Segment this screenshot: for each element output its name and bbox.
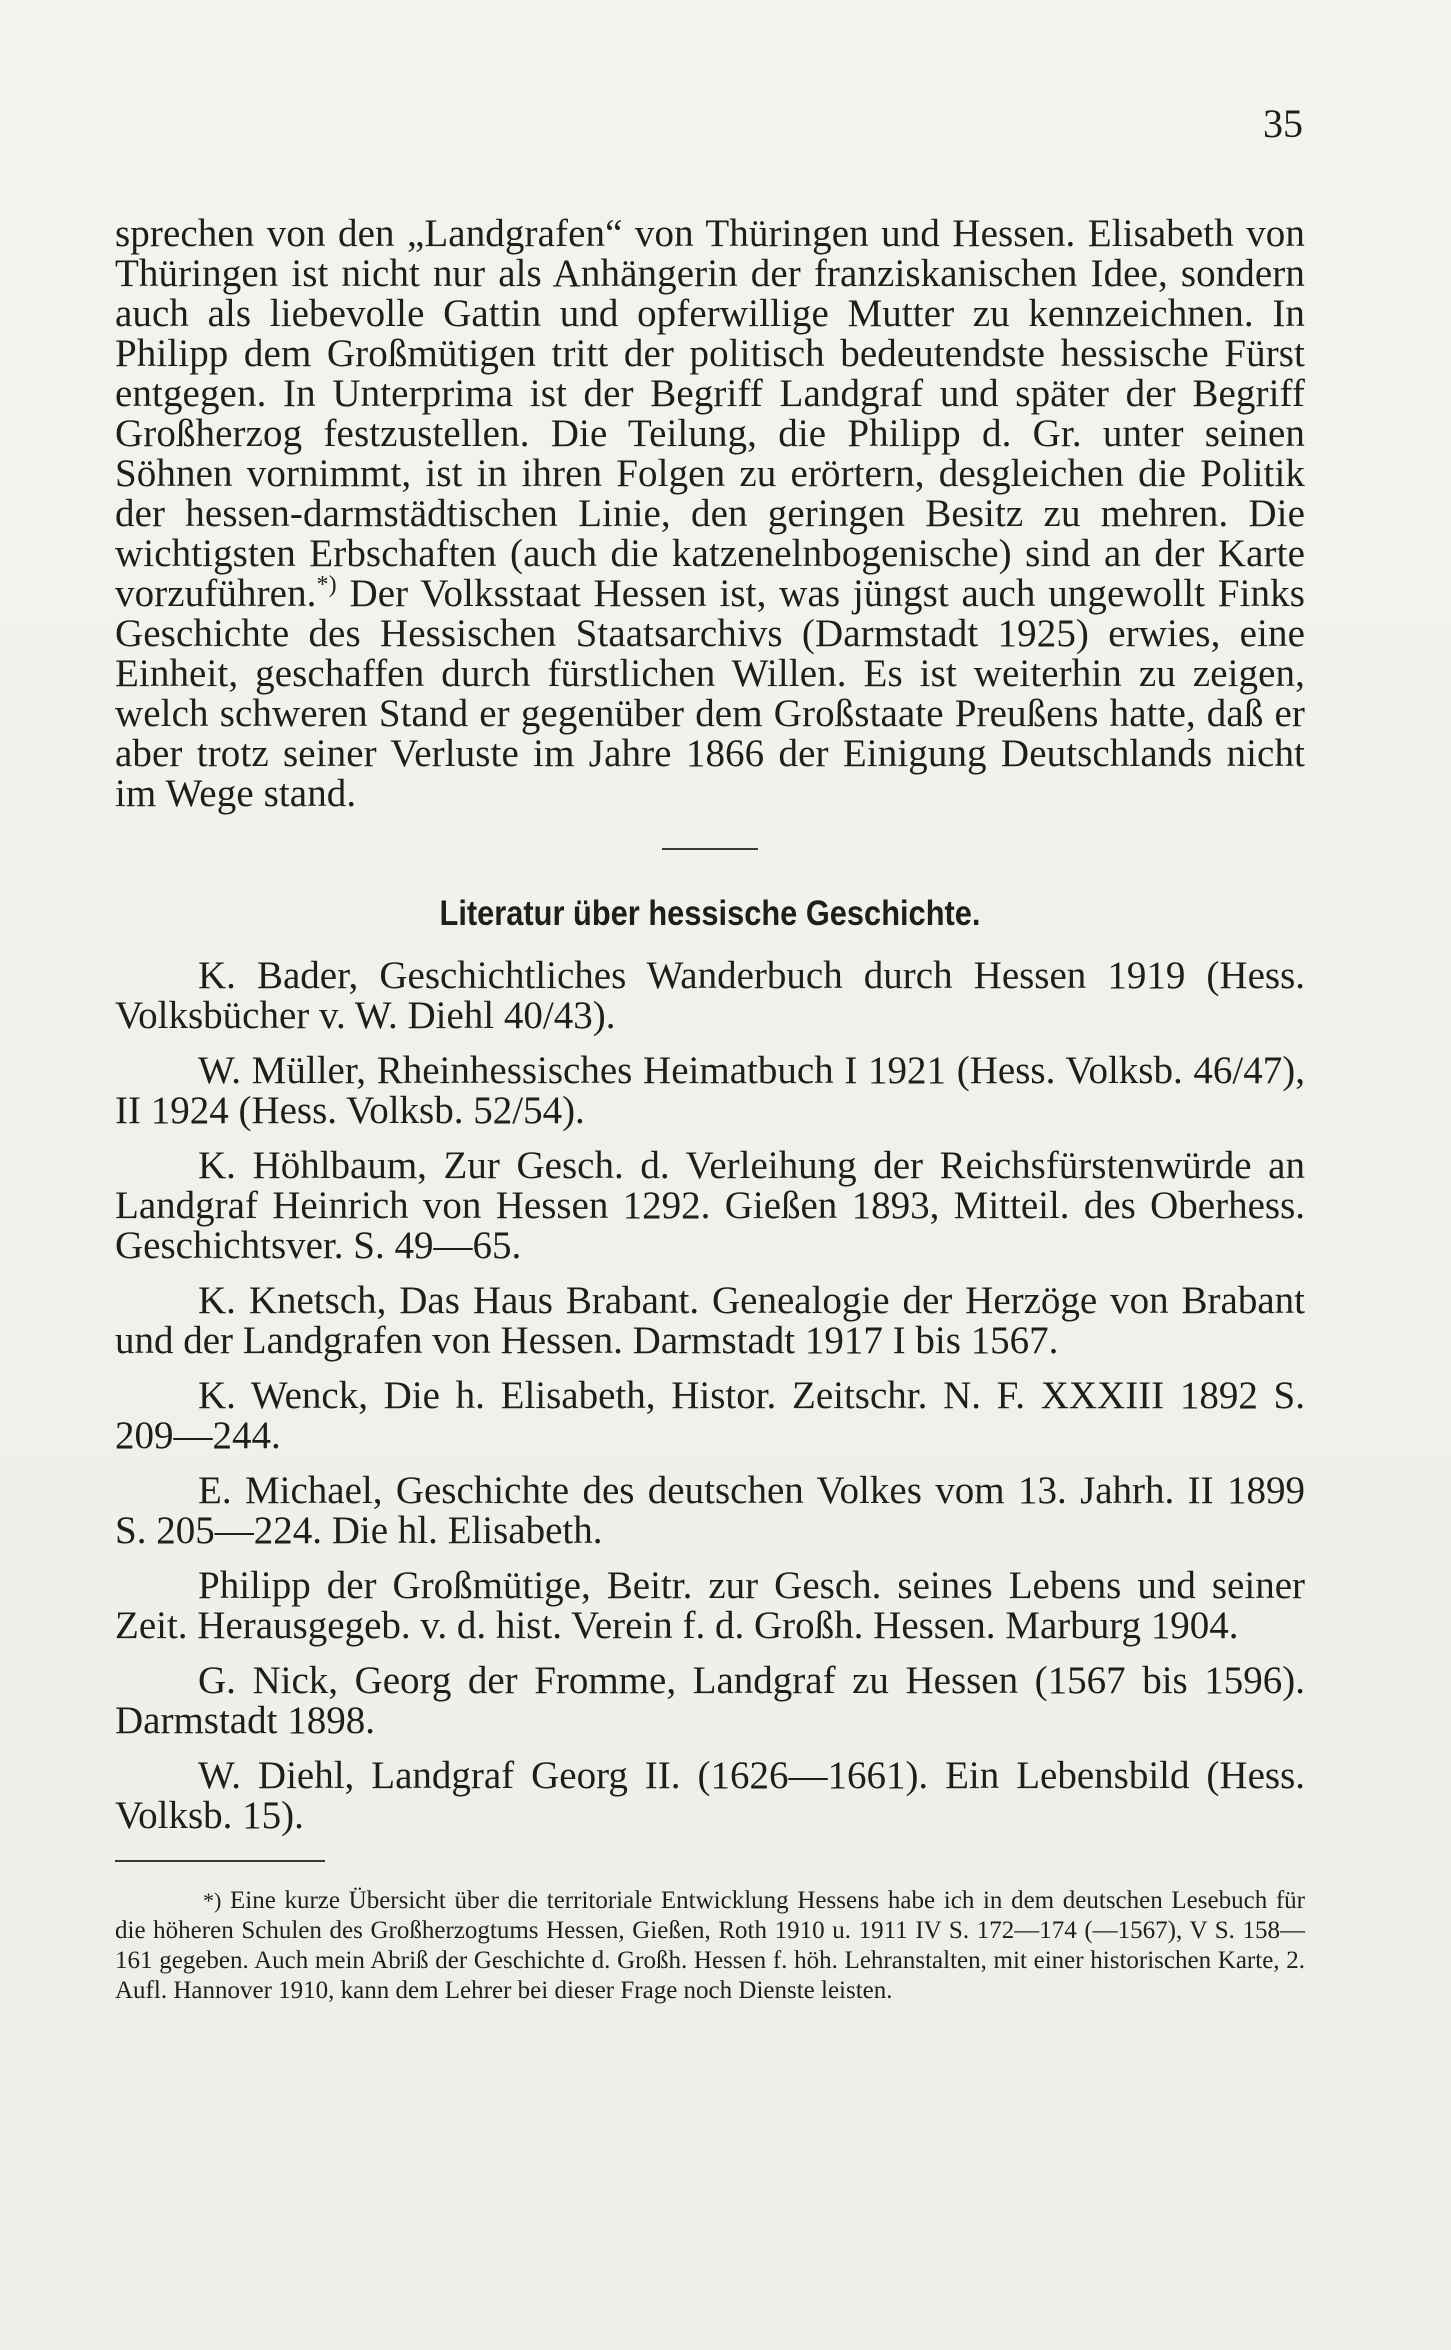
footnote-text: Eine kurze Übersicht über die territoriale Entwicklung Hessens habe ich in dem deutschen Lesebuch für die höheren Schulen des Großherzogtums Hessen, Gießen, Roth 1910 u. 1911 IV S. 172—174 (—1567), V S. 158—161 gegeben. Auch mein Abriß der Geschichte d. Großh. Hessen f. höh. Lehranstalten, mit einer historischen Karte, 2. Aufl. Hannover 1910, kann dem Lehrer bei dieser Frage noch Dienste leisten. xyxy=(115,1887,1305,2004)
body-paragraph xyxy=(115,214,1305,814)
page-content xyxy=(115,214,1305,2006)
body-text-part-1: sprechen von den „Landgrafen“ von Thüringen und Hessen. Elisabeth von Thüringen ist nicht nur als Anhängerin der franziskanischen Idee, sondern auch als liebevolle Gattin und opferwillige Mutter zu kennzeichnen. In Philipp dem Großmütigen tritt der politisch bedeutendste hessische Fürst entgegen. In Unterprima ist der Begriff Landgraf und später der Begriff Großherzog festzustellen. Die Teilung, die Philipp d. Gr. unter seinen Söhnen vornimmt, ist in ihren Folgen zu erörtern, desgleichen die Politik der hessen-darmstädtischen Linie, den geringen Besitz zu mehren. Die wichtigsten Erbschaften (auch die katzenelnbogenische) sind an der Karte vorzuführen. xyxy=(115,212,1305,615)
literature-item-wenck: K. Wenck, Die h. Elisabeth, Histor. Zeitschr. N. F. XXXIII 1892 S. 209—244. xyxy=(115,1374,1305,1457)
footnote-marker: *) xyxy=(203,1888,222,1913)
footnote xyxy=(115,1886,1305,2006)
literature-item-michael: E. Michael, Geschichte des deutschen Volkes vom 13. Jahrh. II 1899 S. 205—224. Die hl. Elisabeth. xyxy=(115,1469,1305,1552)
literature-list xyxy=(115,956,1305,1836)
literature-item-nick: G. Nick, Georg der Fromme, Landgraf zu Hessen (1567 bis 1596). Darmstadt 1898. xyxy=(115,1659,1305,1742)
body-text-part-2: Der Volksstaat Hessen ist, was jüngst auch ungewollt Finks Geschichte des Hessischen Staatsarchivs (Darmstadt 1925) erwies, eine Einheit, geschaffen durch fürstlichen Willen. Es ist weiterhin zu zeigen, welch schweren Stand er gegenüber dem Großstaate Preußens hatte, daß er aber trotz seiner Verluste im Jahre 1866 der Einigung Deutschlands nicht im Wege stand. xyxy=(115,572,1305,815)
section-separator xyxy=(662,848,758,850)
footnote-rule xyxy=(115,1860,325,1862)
page-number: 35 xyxy=(1263,101,1303,146)
literature-item-philipp: Philipp der Großmütige, Beitr. zur Gesch. seines Lebens und seiner Zeit. Herausgegeb. v. d. hist. Verein f. d. Großh. Hessen. Marburg 1904. xyxy=(115,1564,1305,1647)
literature-item-mueller: W. Müller, Rheinhessisches Heimatbuch I 1921 (Hess. Volksb. 46/47), II 1924 (Hess. Volksb. 52/54). xyxy=(115,1049,1305,1132)
literature-item-bader: K. Bader, Geschichtliches Wanderbuch durch Hessen 1919 (Hess. Volksbücher v. W. Diehl 40/43). xyxy=(115,954,1305,1037)
literature-heading: Literatur über hessische Geschichte. xyxy=(439,894,981,933)
footnote-reference: *) xyxy=(316,572,337,598)
literature-item-diehl: W. Diehl, Landgraf Georg II. (1626—1661). Ein Lebensbild (Hess. Volksb. 15). xyxy=(115,1754,1305,1837)
literature-item-hoehlbaum: K. Höhlbaum, Zur Gesch. d. Verleihung der Reichsfürstenwürde an Landgraf Heinrich von Hessen 1292. Gießen 1893, Mitteil. des Oberhess. Geschichtsver. S. 49—65. xyxy=(115,1144,1305,1267)
literature-item-knetsch: K. Knetsch, Das Haus Brabant. Genealogie der Herzöge von Brabant und der Landgrafen von Hessen. Darmstadt 1917 I bis 1567. xyxy=(115,1279,1305,1362)
